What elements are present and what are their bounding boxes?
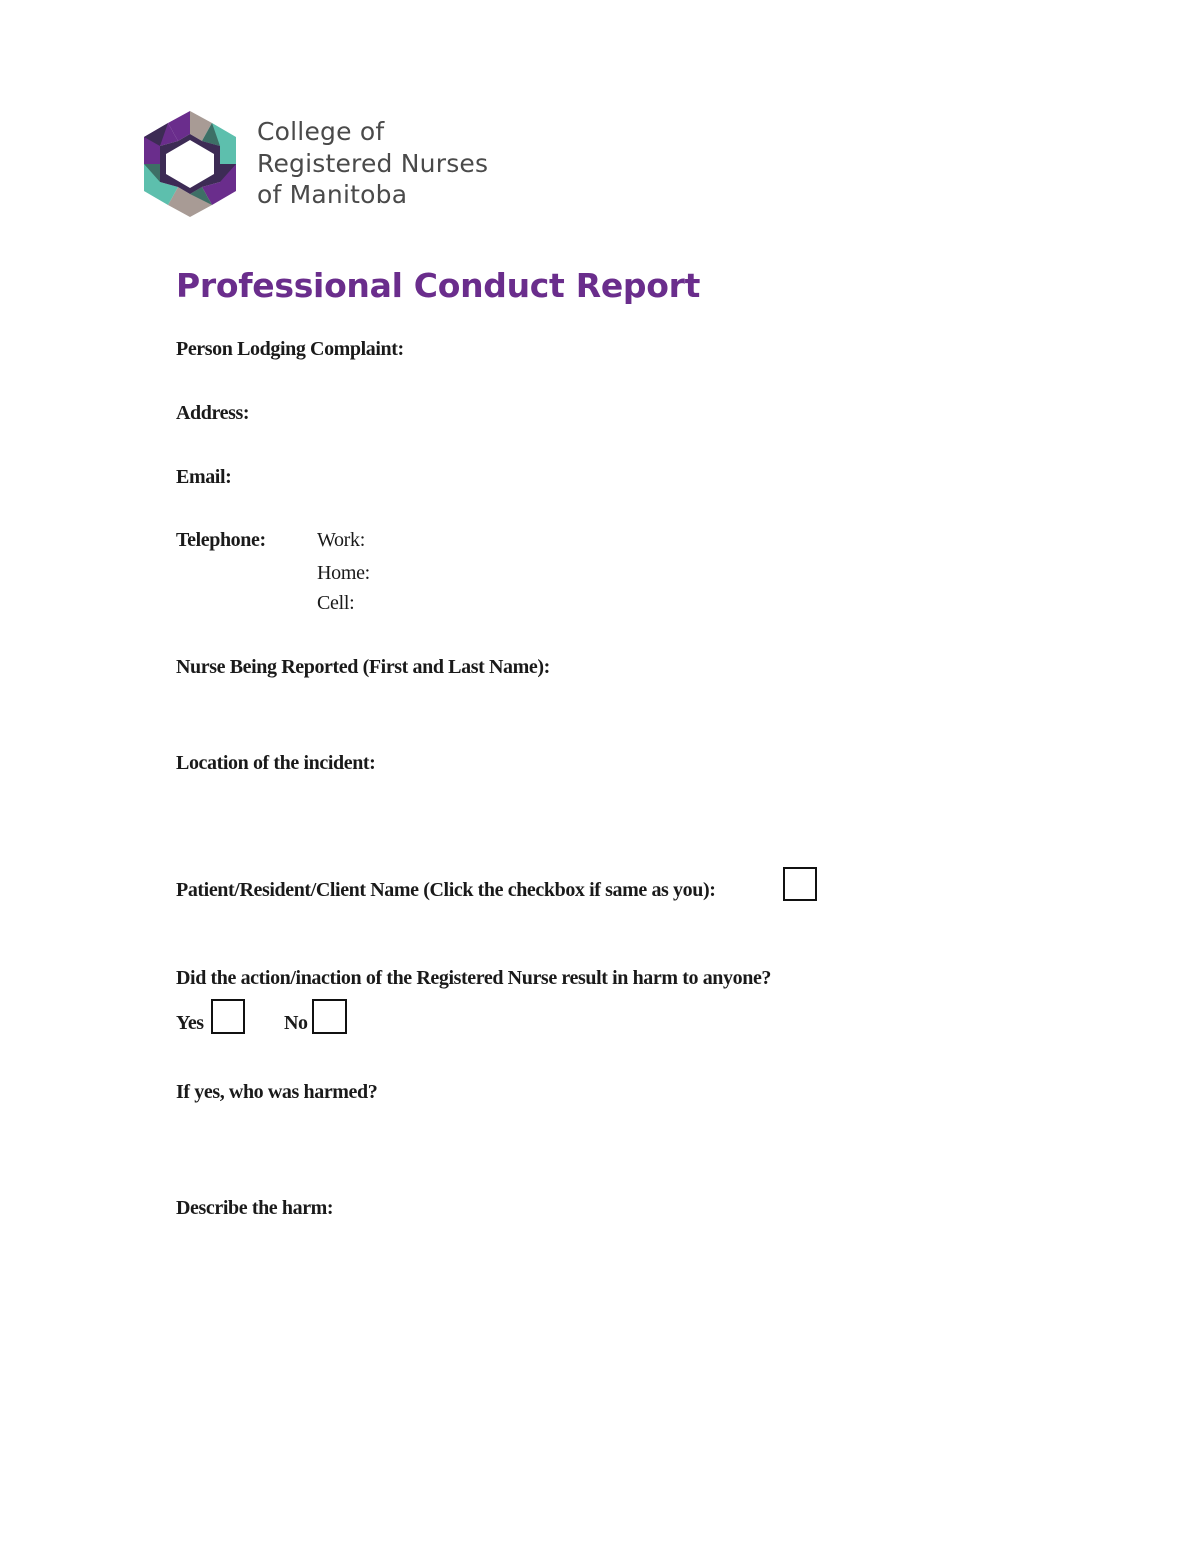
phone-home-label: Home:	[317, 562, 370, 584]
address-label: Address:	[176, 402, 250, 424]
hexagon-logo-icon	[140, 109, 240, 219]
yes-label: Yes	[176, 1012, 204, 1034]
person-lodging-label: Person Lodging Complaint:	[176, 338, 404, 360]
organization-name-line-1: College of	[257, 117, 385, 146]
organization-name-line-3: of Manitoba	[257, 180, 408, 209]
telephone-label: Telephone:	[176, 529, 266, 551]
location-label: Location of the incident:	[176, 752, 376, 774]
who-harmed-label: If yes, who was harmed?	[176, 1081, 378, 1103]
organization-name	[257, 116, 488, 211]
harm-question-label: Did the action/inaction of the Registered Nurse result in harm to anyone?	[176, 967, 772, 989]
page-title: Professional Conduct Report	[176, 266, 701, 305]
email-label: Email:	[176, 466, 232, 488]
organization-name-line-2: Registered Nurses	[257, 148, 489, 178]
no-label: No	[284, 1012, 308, 1034]
same-as-you-checkbox[interactable]	[783, 867, 817, 901]
nurse-reported-label: Nurse Being Reported (First and Last Name):	[176, 656, 550, 678]
patient-name-label: Patient/Resident/Client Name (Click the checkbox if same as you):	[176, 879, 716, 901]
phone-work-label: Work:	[317, 529, 365, 551]
yes-checkbox[interactable]	[211, 999, 245, 1034]
phone-cell-label: Cell:	[317, 592, 355, 614]
describe-harm-label: Describe the harm:	[176, 1197, 334, 1219]
no-checkbox[interactable]	[312, 999, 347, 1034]
